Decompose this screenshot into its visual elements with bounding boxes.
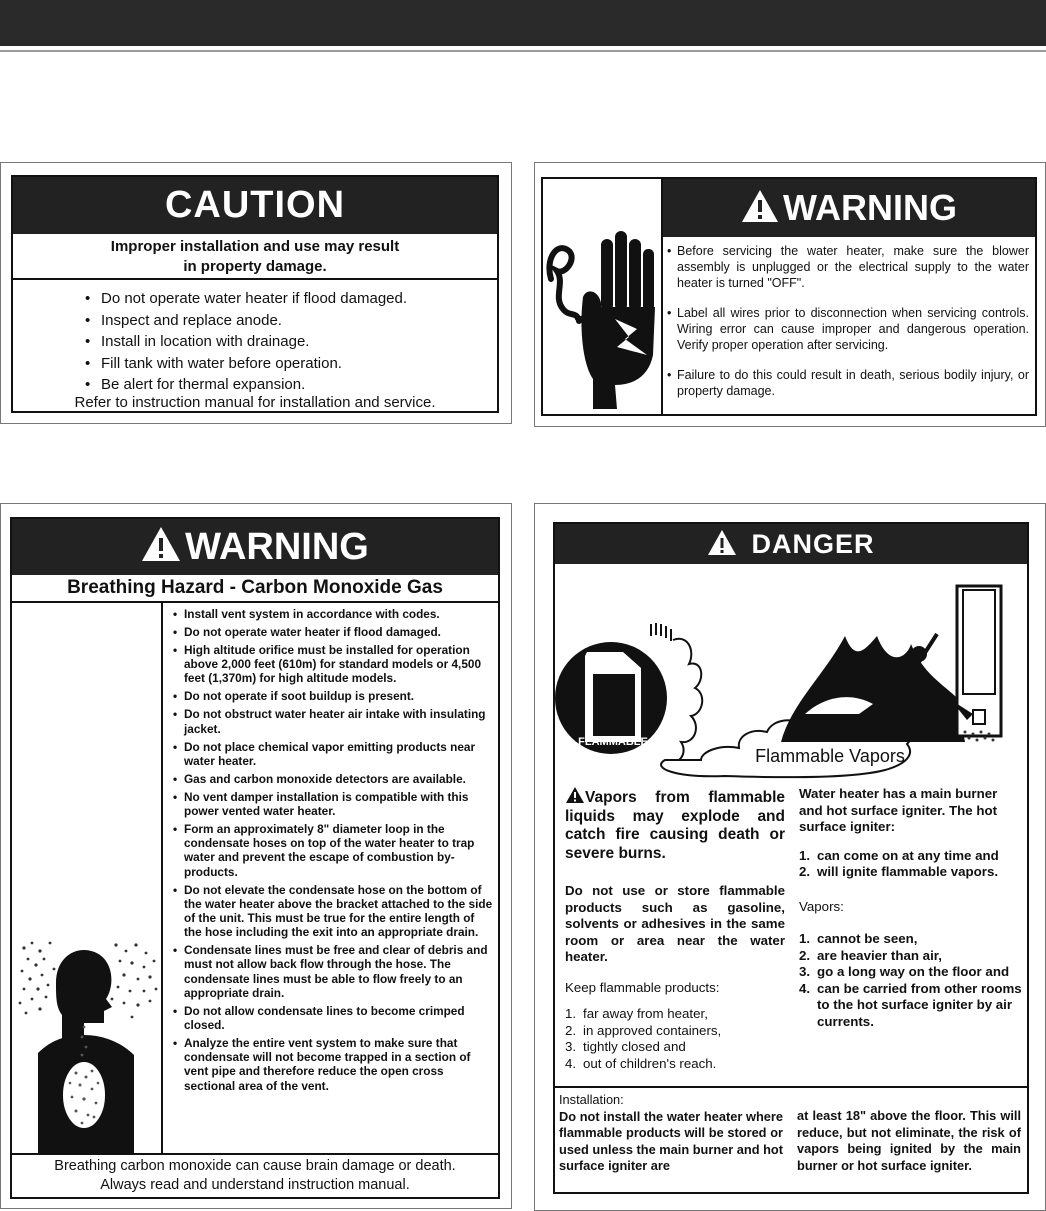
list-item: • Do not allow condensate lines to become crimped closed. <box>172 1004 494 1032</box>
electrical-warning-header <box>663 179 1035 237</box>
list-item: • Do not operate if soot buildup is present. <box>172 689 494 703</box>
list-item: • Gas and carbon monoxide detectors are available. <box>172 772 494 786</box>
list-item: • Failure to do this could result in death, serious bodily injury, or property damage. <box>667 367 1029 399</box>
electrical-warning-label <box>534 162 1046 427</box>
warning-triangle-icon <box>565 786 585 804</box>
list-item: • Be alert for thermal expansion. <box>13 374 497 396</box>
list-item: • Do not place chemical vapor emitting products near water heater. <box>172 740 494 768</box>
danger-label <box>534 503 1046 1211</box>
list-item: 1. can come on at any time and <box>799 847 999 863</box>
list-item: • Install vent system in accordance with codes. <box>172 607 494 621</box>
list-item: • Condensate lines must be free and clear of debris and must not allow back flow through the hose. The condensate lines must be able to flow freely to an appropriate drain. <box>172 943 494 1000</box>
list-item: • Analyze the entire vent system to make sure that condensate will not become trapped in a section of vent pipe and therefore reduce the open cross sectional area of the vent. <box>172 1036 494 1093</box>
keep-label: Keep flammable products: <box>565 979 720 995</box>
warning-triangle-icon <box>141 526 181 562</box>
list-item: • No vent damper installation is compatible with this power vented water heater. <box>172 790 494 818</box>
danger-left-paragraph: Do not use or store flammable products such as gasoline, solvents or adhesives in the same room or area near the water heater. <box>565 883 785 964</box>
list-item: • Fill tank with water before operation. <box>13 353 497 375</box>
list-item: 3. tightly closed and <box>565 1039 686 1054</box>
list-item: 2. in approved containers, <box>565 1022 722 1038</box>
caution-footer: Refer to instruction manual for installation and service. <box>74 394 436 411</box>
list-item: • Install in location with drainage. <box>13 331 497 353</box>
list-item: 1. far away from heater, <box>565 1006 708 1021</box>
electric-shock-hand-icon <box>543 179 661 414</box>
vapors-label: Vapors: <box>799 898 844 914</box>
caution-title: CAUTION <box>13 177 497 234</box>
co-warning-title: WARNING <box>185 526 369 568</box>
flammable-vapors-illustration <box>555 564 1027 779</box>
list-item: • Form an approximately 8" diameter loop in the condensate hoses on top of the water heater to trap water and prevent the escape of combustion by-products. <box>172 822 494 879</box>
list-item: • Label all wires prior to disconnection when servicing controls. Wiring error can cause improper and dangerous operation. Verify proper operation after servicing. <box>667 305 1029 353</box>
danger-left-column <box>565 786 785 1072</box>
page-header-rule <box>0 50 1046 52</box>
co-warning-footer: Breathing carbon monoxide can cause brain damage or death. Always read and understand instruction manual. <box>54 1158 456 1193</box>
list-item: • Do not obstruct water heater air intake with insulating jacket. <box>172 707 494 735</box>
installation-left: Installation: Do not install the water heater where flammable products will be stored or used unless the main burner and hot surface igniter are <box>559 1092 783 1173</box>
list-item: 2. will ignite flammable vapors. <box>799 864 999 879</box>
breathing-hazard-person-icon <box>12 603 161 1153</box>
list-item: 2. are heavier than air, <box>799 947 942 963</box>
list-item: 3. go a long way on the floor and <box>799 964 1010 979</box>
caution-subtitle: Improper installation and use may result in property damage. <box>110 238 400 275</box>
danger-header <box>555 524 1027 564</box>
igniter-list <box>799 848 1023 881</box>
list-item: • Before servicing the water heater, make sure the blower assembly is unplugged or the electrical supply to the water heater is turned "OFF". <box>667 243 1029 291</box>
installation-label: Installation: <box>559 1092 624 1107</box>
caution-list <box>13 288 497 396</box>
warning-triangle-icon <box>707 529 737 556</box>
caution-label <box>0 162 512 424</box>
list-item: 1. cannot be seen, <box>799 931 918 946</box>
list-item: • Inspect and replace anode. <box>13 310 497 332</box>
list-item: • Do not elevate the condensate hose on the bottom of the water heater above the bracket attached to the side of the unit. This must be true for the entire length of the hose including the exit into an appropriate drain. <box>172 883 494 940</box>
page-header-bar <box>0 0 1046 46</box>
keep-list <box>565 1006 785 1072</box>
co-warning-list <box>172 607 494 1097</box>
list-item: • Do not operate water heater if flood damaged. <box>13 288 497 310</box>
vapors-list <box>799 931 1023 1030</box>
electrical-warning-title: WARNING <box>783 187 957 228</box>
igniter-paragraph: Water heater has a main burner and hot surface igniter. The hot surface igniter: <box>799 786 998 834</box>
can-label: FLAMMABLE <box>578 736 648 748</box>
list-item: • High altitude orifice must be installed for operation above 2,000 feet (610m) for standard models or 4,500 feet (1,370m) for high altitude models. <box>172 643 494 686</box>
warning-triangle-icon <box>741 189 779 223</box>
electrical-warning-list <box>667 243 1029 413</box>
co-warning-header <box>12 519 498 575</box>
cloud-label: Flammable Vapors <box>755 746 905 766</box>
co-warning-subtitle: Breathing Hazard - Carbon Monoxide Gas <box>67 577 443 598</box>
list-item: 4. can be carried from other rooms to the hot surface igniter by air currents. <box>799 980 1022 1029</box>
danger-title: DANGER <box>751 529 875 559</box>
carbon-monoxide-warning-label <box>0 503 512 1209</box>
danger-right-column <box>799 786 1023 1030</box>
installation-right: at least 18" above the floor. This will reduce, but not eliminate, the risk of vapors being ignited by the main burner or hot surface igniter. <box>797 1108 1021 1173</box>
list-item: • Do not operate water heater if flood damaged. <box>172 625 494 639</box>
list-item: 4. out of children's reach. <box>565 1055 717 1071</box>
danger-lead: Vapors from flammable liquids may explode and catch fire causing death or severe burns. <box>565 786 785 863</box>
